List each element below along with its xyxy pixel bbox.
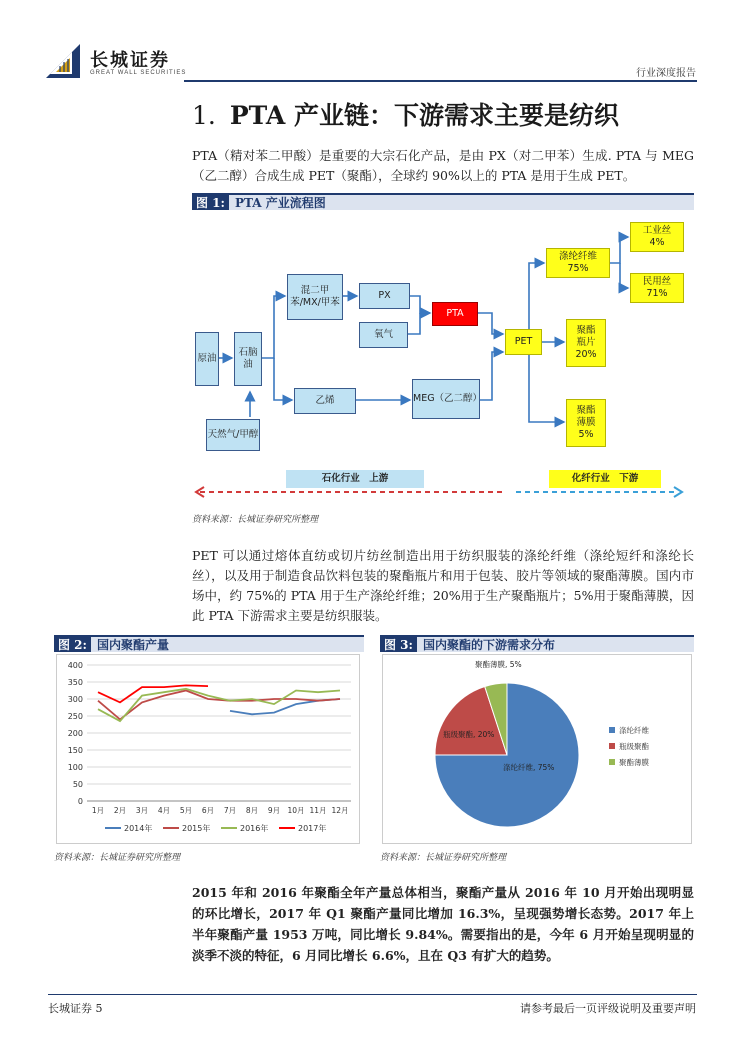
fig3-pie-chart — [383, 655, 691, 843]
node-polyester-film — [566, 399, 606, 447]
downstream-label: 化纤行业 下游 — [549, 470, 661, 488]
fig3-source: 资料来源：长城证券研究所整理 — [380, 853, 507, 863]
report-type: 行业深度报告 — [636, 68, 696, 79]
y-tick-label: 0 — [77, 797, 83, 806]
x-tick-label: 5月 — [179, 806, 193, 815]
section-title — [192, 96, 619, 132]
fig3-title: 国内聚酯的下游需求分布 — [422, 638, 555, 652]
node-px: PX — [359, 283, 410, 309]
y-tick-label: 400 — [67, 661, 83, 670]
pta-flow-diagram — [192, 212, 694, 508]
bottle-label: 聚酯瓶片 — [576, 325, 596, 348]
bottle-pct: 20% — [575, 349, 597, 360]
node-pet: PET — [505, 329, 542, 355]
x-tick-label: 1月 — [91, 806, 105, 815]
node-pta: PTA — [432, 302, 478, 326]
conclusion-paragraph: 2015 年和 2016 年聚酯全年产量总体相当，聚酯产量从 2016 年 10 月开始出现明显的环比增长，2017 年 Q1 聚酯产量同比增加 16.3%，呈现强势增长态势。2017 年上半年聚酯产量 1953 万吨，同比增长 9.84%。需要指出的是，今年 6 月开始呈现明显的淡季不淡的特征，6 月同比增长 6.6%，且在 Q3 有扩大的趋势。 — [192, 885, 694, 963]
fig2-source: 资料来源：长城证券研究所整理 — [54, 853, 181, 863]
intro-paragraph: PTA（精对苯二甲酸）是重要的大宗石化产品，是由 PX（对二甲苯）生成. PTA 与 MEG（乙二醇）合成生成 PET（聚酯），全球约 90%以上的 PTA 是用于生成 PET。 — [192, 148, 694, 183]
x-tick-label: 11月 — [309, 806, 327, 815]
x-tick-label: 2月 — [113, 806, 127, 815]
legend-swatch — [609, 727, 615, 733]
x-tick-label: 3月 — [135, 806, 149, 815]
node-meg: MEG（乙二醇） — [412, 379, 480, 419]
film-pct: 5% — [578, 429, 594, 440]
civil-label: 民用丝 — [642, 276, 672, 287]
y-tick-label: 100 — [67, 763, 83, 772]
fig2-header — [54, 635, 364, 652]
node-polyester-fiber — [546, 248, 610, 278]
fig2-title: 国内聚酯产量 — [96, 638, 169, 652]
node-ethylene: 乙烯 — [294, 388, 356, 414]
y-tick-label: 200 — [67, 729, 83, 738]
legend-label: 2016年 — [240, 824, 269, 833]
fig2-line-chart — [57, 655, 359, 843]
fiber-pct: 75% — [567, 263, 589, 274]
node-natural-gas: 天然气/甲醇 — [206, 419, 260, 451]
pie-data-label: 涤纶纤维, 75% — [503, 763, 555, 772]
y-tick-label: 300 — [67, 695, 83, 704]
x-tick-label: 8月 — [245, 806, 259, 815]
footer-page: 长城证券 5 — [48, 1002, 103, 1015]
y-tick-label: 50 — [72, 780, 83, 789]
legend-label: 2015年 — [182, 824, 211, 833]
company-name-cn: 长城证券 — [90, 50, 170, 71]
footer-divider — [48, 994, 697, 995]
pet-paragraph: PET 可以通过熔体直纺或切片纺丝制造出用于纺织服装的涤纶纤维（涤纶短纤和涤纶长丝），以及用于制造食品饮料包装的聚酯瓶片和用于包装、胶片等领域的聚酯薄膜。国内市场中，约 75%的 PTA 用于生产涤纶纤维；20%用于生产聚酯瓶片；5%用于聚酯薄膜，因此 PTA 下游需求主要是纺织服装。 — [192, 548, 694, 623]
legend-label: 2014年 — [124, 824, 153, 833]
node-bottle-chip — [566, 319, 606, 367]
footer-disclaimer: 请参考最后一页评级说明及重要声明 — [520, 1002, 696, 1015]
fig3-chart-frame — [382, 654, 692, 844]
x-tick-label: 9月 — [267, 806, 281, 815]
fig2-chart-frame — [56, 654, 360, 844]
fig2-label: 图 2: — [54, 637, 91, 652]
node-industrial-yarn — [630, 222, 684, 252]
header-divider — [184, 80, 697, 82]
node-mixed-xylene: 混二甲苯/MX/甲苯 — [287, 274, 343, 320]
node-crude-oil: 原油 — [195, 332, 219, 386]
fig1-title: PTA 产业流程图 — [234, 196, 326, 210]
x-tick-label: 10月 — [287, 806, 305, 815]
fig3-header — [380, 635, 694, 652]
legend-swatch — [609, 759, 615, 765]
legend-label: 涤纶纤维 — [619, 726, 649, 735]
legend-label: 聚酯薄膜 — [619, 758, 649, 767]
node-naphtha: 石脑油 — [234, 332, 262, 386]
legend-swatch — [609, 743, 615, 749]
fig1-header — [192, 193, 694, 210]
upstream-label: 石化行业 上游 — [286, 470, 424, 488]
civil-pct: 71% — [646, 288, 668, 299]
section-title-text: PTA 产业链：下游需求主要是纺织 — [229, 101, 619, 130]
company-logo-icon — [46, 44, 80, 78]
x-tick-label: 4月 — [157, 806, 171, 815]
company-name-en: GREAT WALL SECURITIES — [90, 70, 187, 76]
fig3-label: 图 3: — [380, 637, 417, 652]
fig1-source: 资料来源：长城证券研究所整理 — [192, 515, 319, 525]
legend-label: 2017年 — [298, 824, 327, 833]
industrial-label: 工业丝 — [642, 225, 672, 236]
y-tick-label: 250 — [67, 712, 83, 721]
node-oxygen: 氧气 — [359, 322, 408, 348]
y-tick-label: 150 — [67, 746, 83, 755]
node-civil-yarn — [630, 273, 684, 303]
industrial-pct: 4% — [649, 237, 665, 248]
flow-connectors — [192, 212, 694, 508]
legend-label: 瓶级聚酯 — [619, 742, 649, 751]
y-tick-label: 350 — [67, 678, 83, 687]
fiber-label: 涤纶纤维 — [558, 251, 597, 262]
section-number: 1. — [192, 101, 216, 130]
pie-data-label: 聚酯薄膜, 5% — [475, 660, 522, 669]
x-tick-label: 6月 — [201, 806, 215, 815]
x-tick-label: 12月 — [331, 806, 349, 815]
x-tick-label: 7月 — [223, 806, 237, 815]
fig1-label: 图 1: — [192, 195, 229, 210]
pie-data-label: 瓶级聚酯, 20% — [443, 730, 495, 739]
film-label: 聚酯薄膜 — [576, 405, 596, 428]
